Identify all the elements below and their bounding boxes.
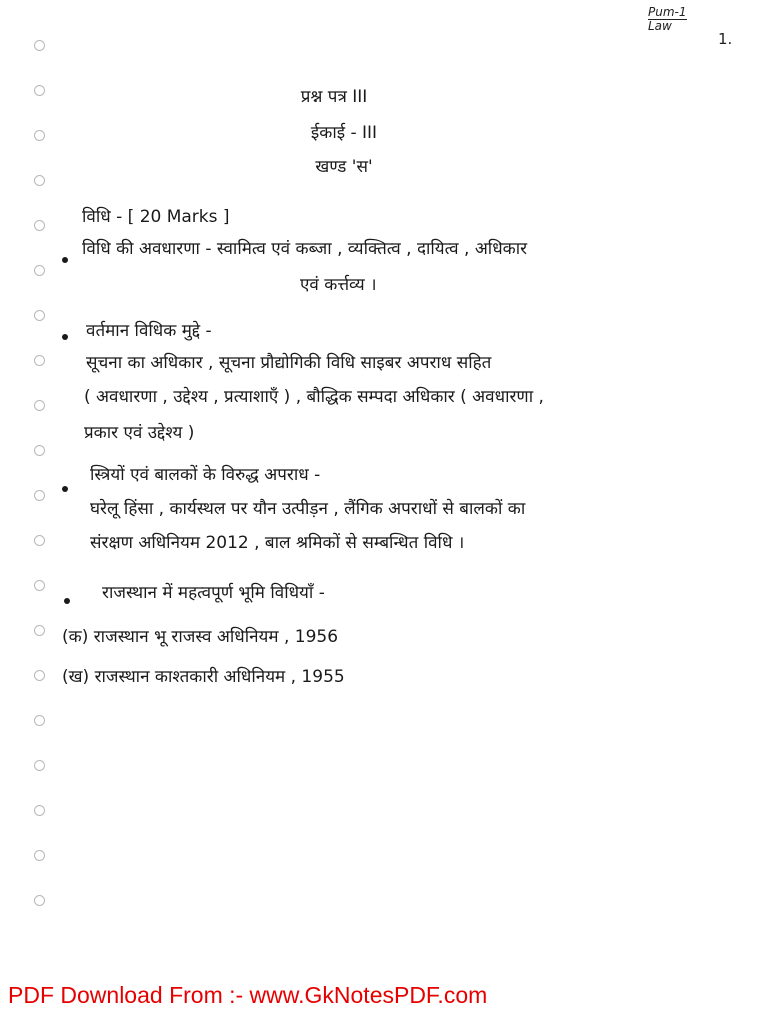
unit-heading: ईकाई - III <box>310 123 378 143</box>
binder-hole <box>34 265 45 276</box>
binder-hole <box>34 625 45 636</box>
binder-hole <box>34 220 45 231</box>
bullet-icon <box>62 486 68 492</box>
subject-line: विधि - [ 20 Marks ] <box>82 207 230 227</box>
topic-4-line-2: (क) राजस्थान भू राजस्व अधिनियम , 1956 <box>62 627 339 647</box>
bullet-icon <box>62 334 68 340</box>
bullet-icon <box>64 598 70 604</box>
binder-hole <box>34 535 45 546</box>
topic-2-line-4: प्रकार एवं उद्देश्य ) <box>84 423 195 443</box>
binder-hole <box>34 445 45 456</box>
binder-hole <box>34 715 45 726</box>
topic-2-line-3: ( अवधारणा , उद्देश्य , प्रत्याशाएँ ) , बौद्धिक सम्पदा अधिकार ( अवधारणा , <box>84 387 544 407</box>
section-heading: खण्ड 'स' <box>315 157 373 177</box>
corner-annotation <box>648 6 687 33</box>
topic-3-line-3: संरक्षण अधिनियम 2012 , बाल श्रमिकों से सम्बन्धित विधि । <box>90 533 465 553</box>
bullet-icon <box>62 257 68 263</box>
topic-1-line-2: एवं कर्त्तव्य । <box>300 275 377 295</box>
topic-4-line-1: राजस्थान में महत्वपूर्ण भूमि विधियाँ - <box>102 583 325 603</box>
binder-hole <box>34 850 45 861</box>
topic-2-line-2: सूचना का अधिकार , सूचना प्रौद्योगिकी विधि साइबर अपराध सहित <box>86 353 492 373</box>
download-footer-link[interactable]: PDF Download From :- www.GkNotesPDF.com <box>8 982 488 1008</box>
binder-hole <box>34 895 45 906</box>
binder-hole <box>34 670 45 681</box>
binder-hole <box>34 355 45 366</box>
binder-hole <box>34 805 45 816</box>
page-number: 1. <box>718 30 733 48</box>
topic-4-line-3: (ख) राजस्थान काश्तकारी अधिनियम , 1955 <box>62 667 345 687</box>
binder-hole <box>34 400 45 411</box>
binder-hole <box>34 310 45 321</box>
binder-hole <box>34 40 45 51</box>
topic-3-line-2: घरेलू हिंसा , कार्यस्थल पर यौन उत्पीड़न , लैंगिक अपराधों से बालकों का <box>90 499 526 519</box>
paper-heading: प्रश्न पत्र III <box>300 87 368 107</box>
binder-hole <box>34 490 45 501</box>
topic-2-line-1: वर्तमान विधिक मुद्दे - <box>86 321 212 341</box>
topic-1-line-1: विधि की अवधारणा - स्वामित्व एवं कब्जा , व्यक्तित्व , दायित्व , अधिकार <box>82 239 528 259</box>
binder-hole <box>34 760 45 771</box>
corner-annotation-bottom: Law <box>648 19 672 33</box>
topic-3-line-1: स्त्रियों एवं बालकों के विरुद्ध अपराध - <box>90 465 321 485</box>
binder-hole <box>34 580 45 591</box>
corner-annotation-top: Pum-1 <box>648 5 687 19</box>
